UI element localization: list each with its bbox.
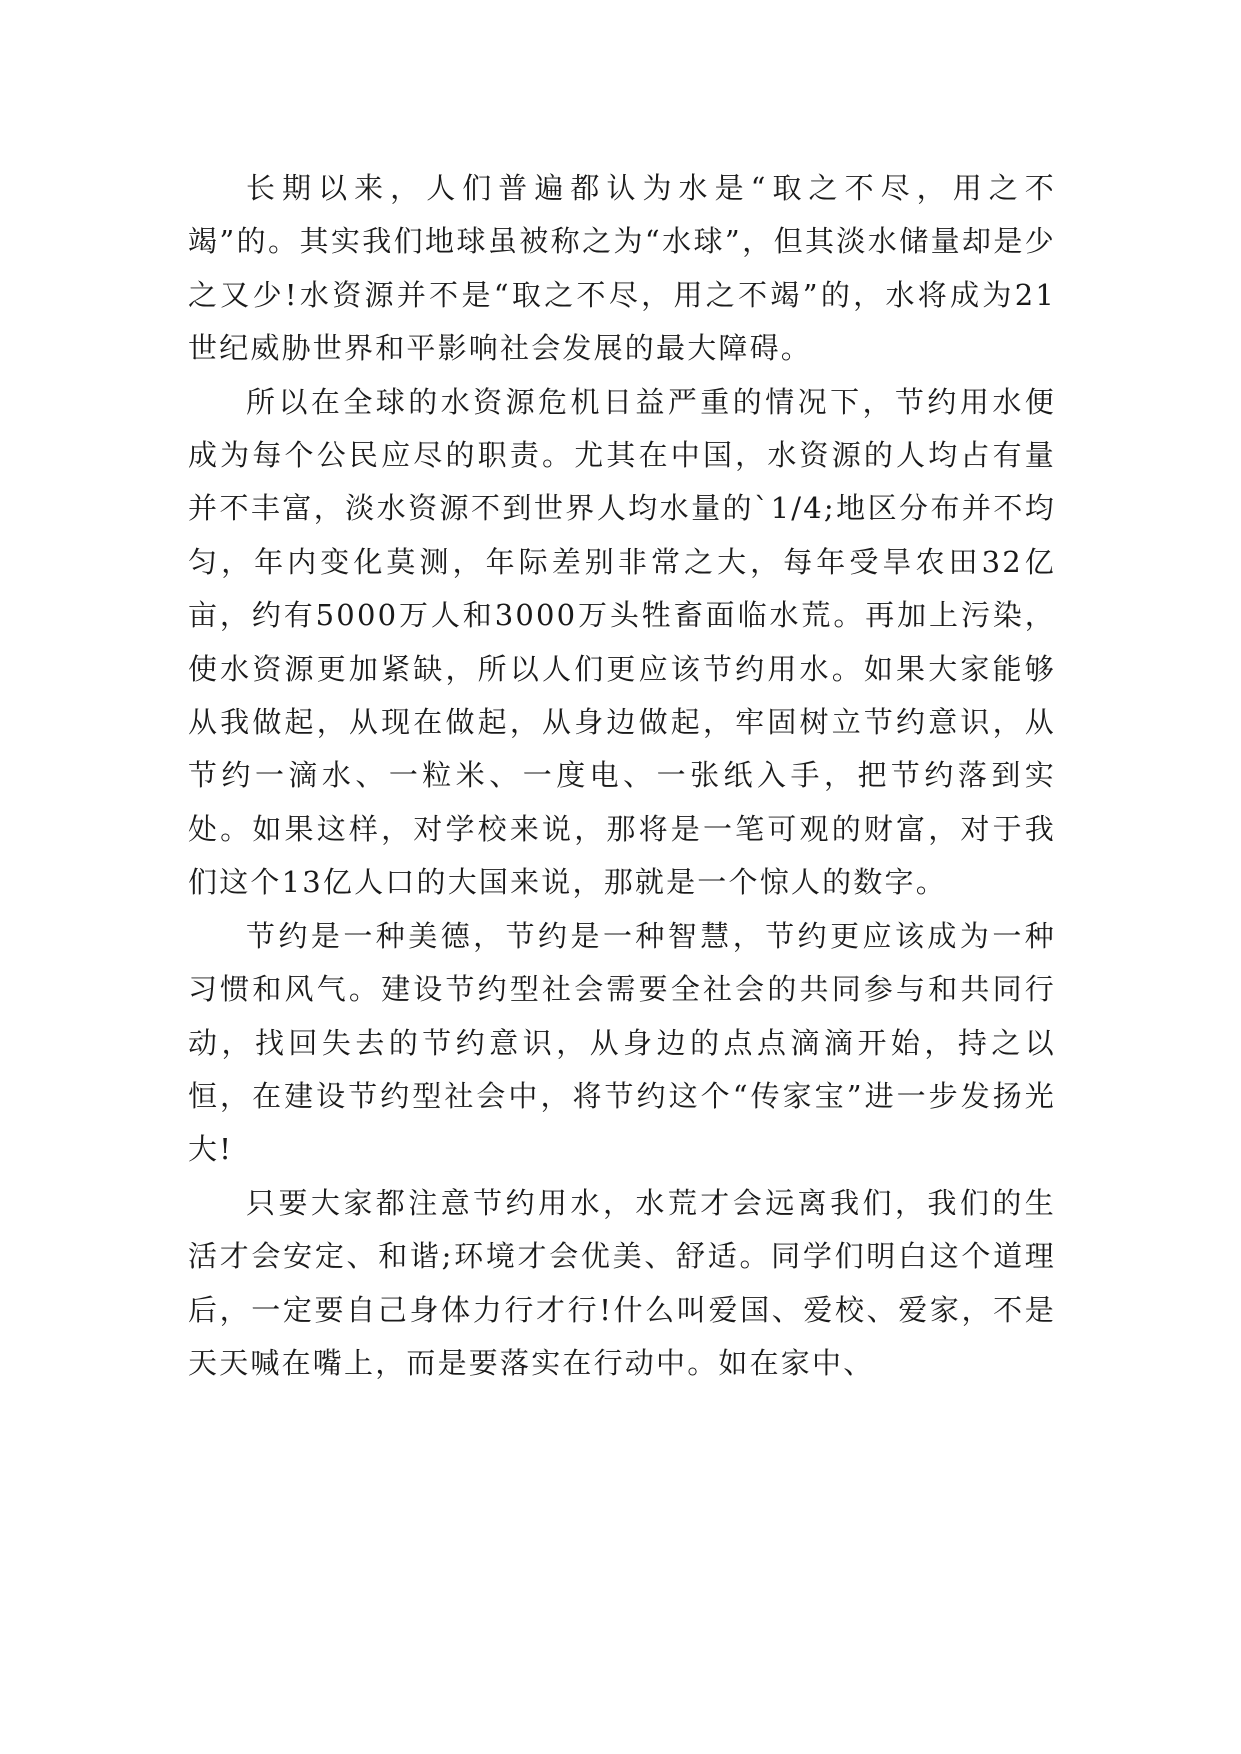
paragraph-2: 所以在全球的水资源危机日益严重的情况下，节约用水便成为每个公民应尽的职责。尤其在中国，水资源的人均占有量并不丰富，淡水资源不到世界人均水量的`1/4;地区分布并不均匀，年内变化莫测，年际差别非常之大，每年受旱农田32亿亩，约有5000万人和3000万头牲畜面临水荒。再加上污染，使水资源更加紧缺，所以人们更应该节约用水。如果大家能够从我做起，从现在做起，从身边做起，牢固树立节约意识，从节约一滴水、一粒米、一度电、一张纸入手，把节约落到实处。如果这样，对学校来说，那将是一笔可观的财富，对于我们这个13亿人口的大国来说，那就是一个惊人的数字。 bbox=[188, 384, 1056, 900]
document-body bbox=[188, 162, 1056, 1390]
paragraph-3: 节约是一种美德，节约是一种智慧，节约更应该成为一种习惯和风气。建设节约型社会需要全社会的共同参与和共同行动，找回失去的节约意识，从身边的点点滴滴开始，持之以恒，在建设节约型社会中，将节约这个“传家宝”进一步发扬光大! bbox=[188, 918, 1056, 1167]
paragraph-4: 只要大家都注意节约用水，水荒才会远离我们，我们的生活才会安定、和谐;环境才会优美、舒适。同学们明白这个道理后，一定要自己身体力行才行!什么叫爱国、爱校、爱家，不是天天喊在嘴上，而是要落实在行动中。如在家中、 bbox=[188, 1185, 1056, 1380]
paragraph-1: 长期以来，人们普遍都认为水是“取之不尽，用之不竭”的。其实我们地球虽被称之为“水球”，但其淡水储量却是少之又少!水资源并不是“取之不尽，用之不竭”的，水将成为21世纪威胁世界和平影响社会发展的最大障碍。 bbox=[188, 171, 1056, 366]
